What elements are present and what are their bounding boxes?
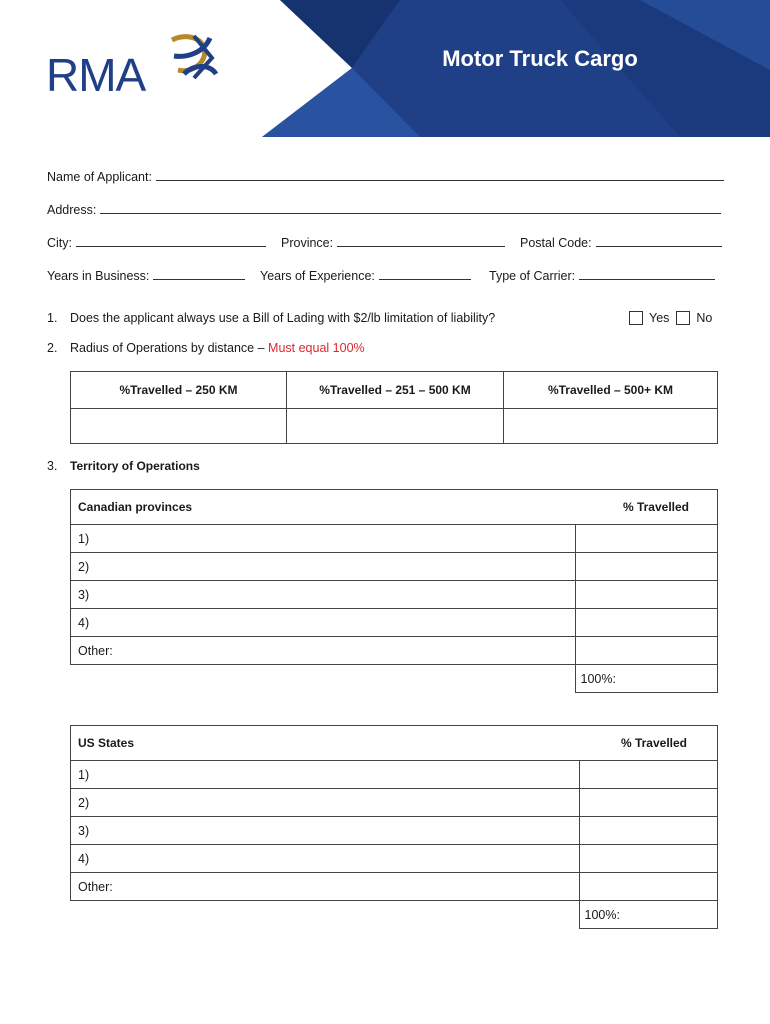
table-row bbox=[71, 553, 718, 581]
canada-row-pct[interactable] bbox=[575, 581, 718, 609]
radius-input-500-plus[interactable] bbox=[504, 409, 718, 444]
us-row-pct[interactable] bbox=[579, 817, 718, 845]
q3-number: 3. bbox=[47, 459, 58, 473]
us-header-right: % Travelled bbox=[579, 726, 718, 761]
canada-row-pct[interactable] bbox=[575, 525, 718, 553]
canada-row-pct[interactable] bbox=[575, 637, 718, 665]
question-2 bbox=[47, 341, 365, 355]
canada-row-label: 1) bbox=[71, 525, 576, 553]
canada-row-label: 2) bbox=[71, 553, 576, 581]
years-of-experience-field[interactable] bbox=[260, 265, 471, 283]
table-row bbox=[71, 761, 718, 789]
us-row-pct[interactable] bbox=[579, 873, 718, 901]
us-total-cell[interactable]: 100%: bbox=[579, 901, 718, 929]
canada-row-label: Other: bbox=[71, 637, 576, 665]
years-business-blank[interactable] bbox=[153, 278, 245, 280]
canada-total-cell[interactable]: 100%: bbox=[575, 665, 718, 693]
table-row bbox=[71, 609, 718, 637]
address-label: Address: bbox=[47, 203, 97, 217]
question-1 bbox=[47, 311, 495, 325]
years-business-label: Years in Business: bbox=[47, 269, 150, 283]
radius-input-row bbox=[71, 409, 718, 444]
canada-row-pct[interactable] bbox=[575, 609, 718, 637]
address-field[interactable] bbox=[47, 199, 721, 217]
q1-number: 1. bbox=[47, 311, 58, 325]
radius-header-500-plus: %Travelled – 500+ KM bbox=[504, 372, 718, 409]
address-blank[interactable] bbox=[100, 212, 721, 214]
us-row-pct[interactable] bbox=[579, 845, 718, 873]
us-total-spacer bbox=[71, 901, 580, 929]
postal-blank[interactable] bbox=[596, 245, 722, 247]
table-row bbox=[71, 525, 718, 553]
name-label: Name of Applicant: bbox=[47, 170, 152, 184]
q1-text: Does the applicant always use a Bill of Lading with $2/lb limitation of liability? bbox=[70, 311, 496, 325]
q2-number: 2. bbox=[47, 341, 58, 355]
us-header-row bbox=[71, 726, 718, 761]
postal-label: Postal Code: bbox=[520, 236, 592, 250]
postal-code-field[interactable] bbox=[520, 232, 722, 250]
canada-total-spacer bbox=[71, 665, 576, 693]
table-row bbox=[71, 789, 718, 817]
q2-text: Radius of Operations by distance – bbox=[70, 341, 265, 355]
canada-header-right: % Travelled bbox=[575, 490, 718, 525]
q2-note: Must equal 100% bbox=[268, 341, 365, 355]
q1-options bbox=[629, 311, 712, 325]
name-blank[interactable] bbox=[156, 179, 724, 181]
province-blank[interactable] bbox=[337, 245, 505, 247]
city-label: City: bbox=[47, 236, 72, 250]
years-experience-label: Years of Experience: bbox=[260, 269, 375, 283]
us-row-pct[interactable] bbox=[579, 789, 718, 817]
us-header-left: US States bbox=[71, 726, 580, 761]
radius-table bbox=[70, 371, 718, 444]
radius-header-row bbox=[71, 372, 718, 409]
us-row-label: 3) bbox=[71, 817, 580, 845]
canada-header-left: Canadian provinces bbox=[71, 490, 576, 525]
table-row bbox=[71, 873, 718, 901]
city-field[interactable] bbox=[47, 232, 266, 250]
us-row-label: 2) bbox=[71, 789, 580, 817]
page-title: Motor Truck Cargo bbox=[442, 46, 638, 71]
name-of-applicant-field[interactable] bbox=[47, 166, 724, 184]
canada-row-label: 3) bbox=[71, 581, 576, 609]
table-row bbox=[71, 817, 718, 845]
type-of-carrier-field[interactable] bbox=[489, 265, 715, 283]
yes-label: Yes bbox=[649, 311, 670, 325]
logo-mark-icon bbox=[164, 34, 220, 80]
canada-header-row bbox=[71, 490, 718, 525]
canada-row-pct[interactable] bbox=[575, 553, 718, 581]
carrier-label: Type of Carrier: bbox=[489, 269, 576, 283]
radius-input-250[interactable] bbox=[71, 409, 287, 444]
us-row-label: Other: bbox=[71, 873, 580, 901]
province-label: Province: bbox=[281, 236, 334, 250]
city-blank[interactable] bbox=[76, 245, 266, 247]
canada-table bbox=[70, 489, 718, 693]
table-row bbox=[71, 581, 718, 609]
question-3 bbox=[47, 459, 200, 473]
us-row-pct[interactable] bbox=[579, 761, 718, 789]
canada-total-row bbox=[71, 665, 718, 693]
years-in-business-field[interactable] bbox=[47, 265, 245, 283]
carrier-blank[interactable] bbox=[579, 278, 715, 280]
radius-header-250: %Travelled – 250 KM bbox=[71, 372, 287, 409]
years-experience-blank[interactable] bbox=[379, 278, 471, 280]
radius-header-251-500: %Travelled – 251 – 500 KM bbox=[287, 372, 504, 409]
us-row-label: 1) bbox=[71, 761, 580, 789]
q3-text: Territory of Operations bbox=[70, 459, 200, 473]
us-table bbox=[70, 725, 718, 929]
us-row-label: 4) bbox=[71, 845, 580, 873]
table-row bbox=[71, 637, 718, 665]
table-row bbox=[71, 845, 718, 873]
no-checkbox[interactable] bbox=[676, 311, 690, 325]
radius-input-251-500[interactable] bbox=[287, 409, 504, 444]
us-total-row bbox=[71, 901, 718, 929]
logo-text: RMA bbox=[46, 49, 146, 101]
no-label: No bbox=[696, 311, 713, 325]
province-field[interactable] bbox=[281, 232, 505, 250]
canada-row-label: 4) bbox=[71, 609, 576, 637]
yes-checkbox[interactable] bbox=[629, 311, 643, 325]
